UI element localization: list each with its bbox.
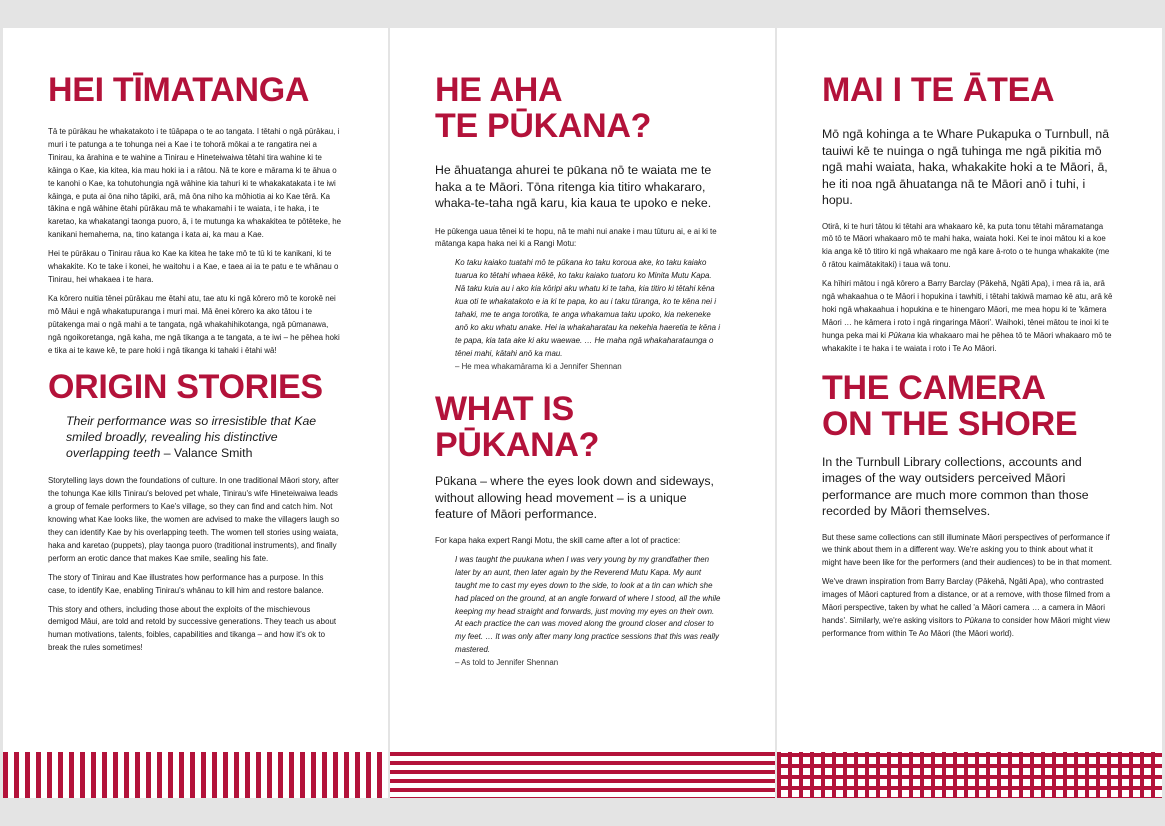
lead-text: In the Turnbull Library collections, accounts and images of the way outsiders perceived Māori performance are much more common than those recorded by Māori themselves. xyxy=(822,454,1089,519)
paragraph: But these same collections can still illuminate Māori perspectives of performance if we think about them in a different way. We're asking you to think about what it might have been like for the performers (and their audiences) to be in that moment. xyxy=(822,532,1112,568)
panel-left-content xyxy=(48,72,342,661)
decorative-band-vertical-stripes xyxy=(3,752,388,798)
panel-left xyxy=(3,28,388,798)
panel-middle xyxy=(390,28,775,798)
paragraph xyxy=(822,576,1114,641)
lead-text: He āhuatanga ahurei te pūkana nō te waiata me te haka a te Māori. Tōna ritenga kia titiro whakararo, whaka-te-taha ngā karu, kia kaua te upoko e neke. xyxy=(435,163,712,210)
heading-line: ON THE SHORE xyxy=(822,404,1078,443)
text-run: to consider how Māori might view performance from within Te Ao Māori (the Māori world). xyxy=(822,616,1110,638)
decorative-band-horizontal-stripes xyxy=(390,752,775,798)
intro-text: He pūkenga uaua tēnei ki te hopu, nā te mahi nui anake i mau tūturu ai, e ai ki te mātanga kapa haka nei ki a Rangi Motu: xyxy=(435,226,717,249)
pullquote xyxy=(48,413,342,461)
paragraph: Hei te pūrākau o Tinirau rāua ko Kae ka kitea he take mō te tū ki te kanikani, ki te whakakite. Ko te take i konei, he waitohu i a Kae, e taea ai ia te patu e te whānau o Tinirau, hei whakaea i te hara. xyxy=(48,249,339,284)
english-text-block xyxy=(822,532,1114,641)
paragraph: This story and others, including those about the exploits of the mischievous demigod Māui, are told and retold by successive generations. They teach us about human motivations, talents, foibles, capabilities and tikanga – and how it's ok to break the rules sometimes! xyxy=(48,604,337,653)
panel-right-content xyxy=(822,72,1114,647)
text-run: kia whakaaro mai he pēhea tō te Māori whakaaro mō te whakakite i te haka i te waiata i roto i Te Ao Māori. xyxy=(822,330,1112,353)
heading-what-is-pukana: WHAT IS PŪKANA? xyxy=(435,390,600,465)
maori-text-block xyxy=(48,126,342,357)
heading-hei-timatanga: HEI TĪMATANGA xyxy=(48,71,310,109)
heading-he-aha-te-pukana xyxy=(435,72,723,144)
heading-mai-i-te-atea: MAI I TE ĀTEA xyxy=(822,71,1055,109)
text-run-italic: Pūkana xyxy=(888,330,915,340)
panel-middle-content xyxy=(435,72,723,670)
paragraph: The story of Tinirau and Kae illustrates how performance has a purpose. In this case, to identify Kae, enabling Tinirau's whānau to kill him and restore balance. xyxy=(48,572,324,595)
quote-text: I was taught the puukana when I was very young by my grandfather then later by an aunt, then later again by the Reverend Mutu Kapa. My aunt taught me to cast my eyes down to the side, to look at a tin can which she had placed on the ground, at an angle forward of where I stood, all the while keeping my head straight and forwards, just moving my eyes on their own. At each practice the can was moved along the ground closer and closer to my feet. … It was only after many long practice sessions that this was really mastered. xyxy=(455,554,721,655)
text-run: Ka hīhiri mātou i ngā kōrero a Barry Barclay (Pākehā, Ngāti Apa), i mea rā ia, arā ngā whakaahua o te Māori i hopukina i tawhiti, i tētahi takiwā mamao kē atu, arā kē hoki ngā whakaahua i hopukina e te hinengaro Māori, me mea hopu ki te 'kāmera Māori … he kāmera i roto i ngā ringaringa Māori'. Waihoki, tēnei mātou te inoi ki te hunga peka mai ki xyxy=(822,279,1113,340)
quote-text: Ko taku kaiako tuatahi mō te pūkana ko taku koroua ake, ko taku kaiako tuarua ko tētahi whaea kēkē, ko taku kaiako tuatoru ko Minita Mutu Kapa. Nā taku kuia au i ako kia kōripi aku whatu ki te taha, kia titiro ki tētahi kēna kua oti te whakatakoto e ia ki te papa, ko au i taku tūranga, ko te kēna nei i tahaki, me te anga torotika, te anga whakamua taku upoko, kia nekeneke anō ko aku whatu anake. Hei ia whakaharatau ka nekehia haeretia te kēna i te papa, kia tata ake ki aku waewae. … He maha ngā whakaharataunga o tēnei mahi, kātahi anō ka mau. xyxy=(455,258,720,358)
text-run-italic: Pūkana xyxy=(964,616,992,625)
heading-origin-stories: ORIGIN STORIES xyxy=(48,368,323,407)
maori-text-block xyxy=(822,221,1114,356)
paragraph: Otirā, ki te huri tātou ki tētahi ara whakaaro kē, ka puta tonu tētahi māramatanga mō tō te Māori whakaaro mō te mahi haka, waiata hoki. Kei te inoi mātou ki a koe kia anga kē tō titiro ki ngā whakaaro me ngā kare ā-roto o te hunga whakakite (me ō rātou kaimātakitaki) i taua wā tonu. xyxy=(822,221,1110,270)
text-run: We've drawn inspiration from Barry Barclay (Pākehā, Ngāti Apa), who contrasted images of Māori captured from a distance, or at a remove, with those filmed from a Māori perspective, taken by what he called 'a Māori camera … a camera in Māori hands'. Similarly, we're asking visitors to xyxy=(822,577,1111,625)
decorative-band-grid xyxy=(777,752,1162,798)
grid-pattern xyxy=(777,752,1162,798)
paragraph: Storytelling lays down the foundations of culture. In one traditional Māori story, after the tohunga Kae kills Tinirau's beloved pet whale, Tinirau's wife Hineteiwaiwa leads a group of female performers to Kae's village, so they can find and catch him. Not knowing what Kae looks like, the women are advised to make the villagers laugh so they can identify Kae by his overlapping teeth. The women tell stories using waiata, haka and karetao (puppets), play taonga puoro (traditional instruments), and finally perform an erotic dance that makes Kae smile, sealing his fate. xyxy=(48,476,340,563)
pullquote-attribution: – Valance Smith xyxy=(160,446,253,461)
heading-line: TE PŪKANA? xyxy=(435,107,652,145)
intro-text: For kapa haka expert Rangi Motu, the skill came after a lot of practice: xyxy=(435,535,681,545)
heading-line: HE AHA xyxy=(435,71,563,109)
heading-camera-on-the-shore xyxy=(822,370,1114,442)
english-text-block xyxy=(48,475,342,655)
heading-line: THE CAMERA xyxy=(822,368,1046,407)
quote-attribution: – As told to Jennifer Shennan xyxy=(455,658,559,668)
pullquote-text: Their performance was so irresistible that Kae smiled broadly, revealing his distinctive overlapping teeth xyxy=(66,414,317,461)
lead-text: Pūkana – where the eyes look down and sideways, without allowing head movement – is a unique feature of Māori performance. xyxy=(435,474,714,522)
lead-text: Mō ngā kohinga a te Whare Pukapuka o Turnbull, nā tauiwi kē te nuinga o ngā tuhinga me ngā pikitia mō ngā mahi waiata, haka, whakakite hoki a te Māori, ā, he iti noa ngā āhuatanga nā te Māori anō i tuhi, i hopu. xyxy=(822,127,1110,207)
paragraph: Ka kōrero nuitia tēnei pūrākau me ētahi atu, tae atu ki ngā kōrero mō te korokē nei mō Māui e ngā whakatupuranga i muri mai. Mā ēnei kōrero ka ako tātou i te pūtakenga mai o ngā mahi a te tangata, ngā whakahihikotanga, ngā pūmanawa, ngā ngoikoretanga, ngā kaha, me ngā tikanga a te tangata, a te iwi – he pēhea hoki e tika ai te kawe kē, te pare hoki i ngā tikanga ki tahaki i ētahi wā! xyxy=(48,293,340,355)
panel-right xyxy=(777,28,1162,798)
paragraph: Tā te pūrākau he whakatakoto i te tūāpapa o te ao tangata. I tētahi o ngā pūrākau, i muri i te patunga a te tohunga nei a Kae i te tohorā mōkai a te rangatira nei a Tinirau, ka ārahina e te wahine a Tinirau e Hineteiwaiwa tētahi tira wahine ki te kāinga o Kae, kia kitea, kia mau hoki ia i a rātou. Nā te kore e mārama ki te āhua o te kanohi o Kae, ka tohutohungia ngā wāhine kia tahuri ki te whakakatakata i te iwi kāinga, e puta ai ōna niho tāpiki, arā, mā ōna niho ka mōhiotia ai ko Kae tērā. Ka tākina e ngā wāhine ētahi pūrākau mā te whakamahi i te waiata, i te haka, i te karetao, ka whakatangi taonga puoro, ā, i te mutunga ka whakakitea te pōtēteke, he kanikani hemahema, na, tino katanga i kata ai, ka mau a Kae. xyxy=(48,127,342,240)
paragraph xyxy=(822,278,1114,355)
quote-attribution: – He mea whakamārama ki a Jennifer Shennan xyxy=(455,361,622,371)
